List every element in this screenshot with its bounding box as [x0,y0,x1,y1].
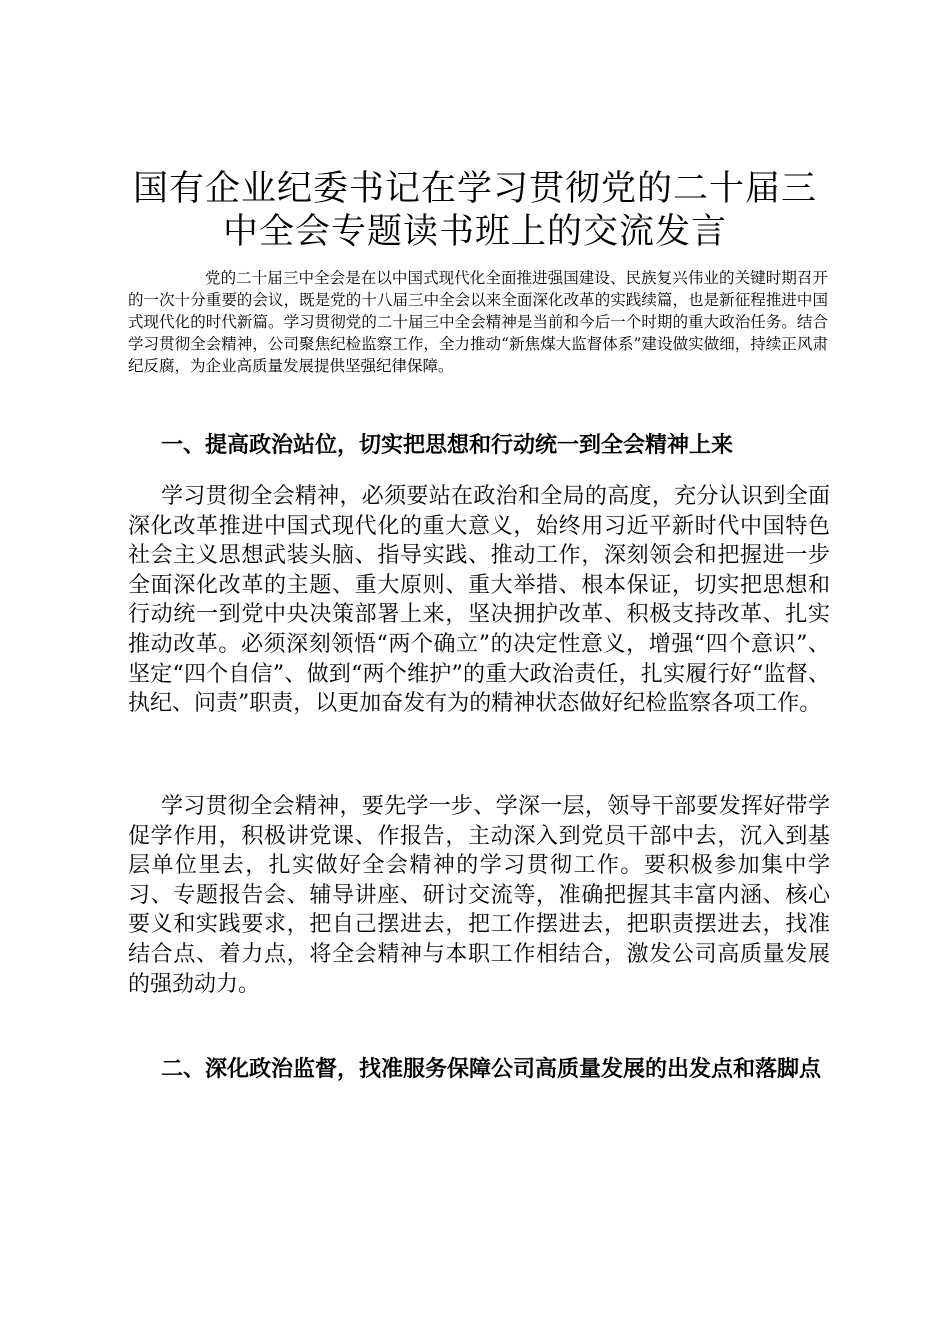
section-2-heading: 二、深化政治监督，找准服务保障公司高质量发展的出发点和落脚点 [161,1056,822,1082]
document-title: 国有企业纪委书记在学习贯彻党的二十届三中全会专题读书班上的交流发言 [132,169,817,252]
section-1-heading: 一、提高政治站位，切实把思想和行动统一到全会精神上来 [161,432,734,458]
section-1-paragraph-1: 学习贯彻全会精神，必须要站在政治和全局的高度，充分认识到全面深化改革推进中国式现代化的重大意义，始终用习近平新时代中国特色社会主义思想武装头脑、指导实践、推动工作，深刻领会和把握进一步全面深化改革的主题、重大原则、重大举措、根本保证，切实把思想和行动统一到党中央决策部署上来，坚决拥护改革、积极支持改革、扎实推动改革。必须深刻领悟“两个确立”的决定性意义，增强“四个意识”、坚定“四个自信”、做到“两个维护”的重大政治责任，扎实履行好“监督、执纪、问责”职责，以更加奋发有为的精神状态做好纪检监察各项工作。 [128,484,830,717]
section-1-paragraph-2: 学习贯彻全会精神，要先学一步、学深一层，领导干部要发挥好带学促学作用，积极讲党课、作报告，主动深入到党员干部中去，沉入到基层单位里去，扎实做好全会精神的学习贯彻工作。要积极参加集中学习、专题报告会、辅导讲座、研讨交流等，准确把握其丰富内涵、核心要义和实践要求，把自己摆进去，把工作摆进去，把职责摆进去，找准结合点、着力点，将全会精神与本职工作相结合，激发公司高质量发展的强劲动力。 [128,794,830,997]
intro-paragraph: 党的二十届三中全会是在以中国式现代化全面推进强国建设、民族复兴伟业的关键时期召开的一次十分重要的会议，既是党的十八届三中全会以来全面深化改革的实践续篇，也是新征程推进中国式现代化的时代新篇。学习贯彻党的二十届三中全会精神是当前和今后一个时期的重大政治任务。结合学习贯彻全会精神，公司聚焦纪检监察工作，全力推动“新焦煤大监督体系”建设做实做细，持续正风肃纪反腐，为企业高质量发展提供坚强纪律保障。 [128,269,828,375]
